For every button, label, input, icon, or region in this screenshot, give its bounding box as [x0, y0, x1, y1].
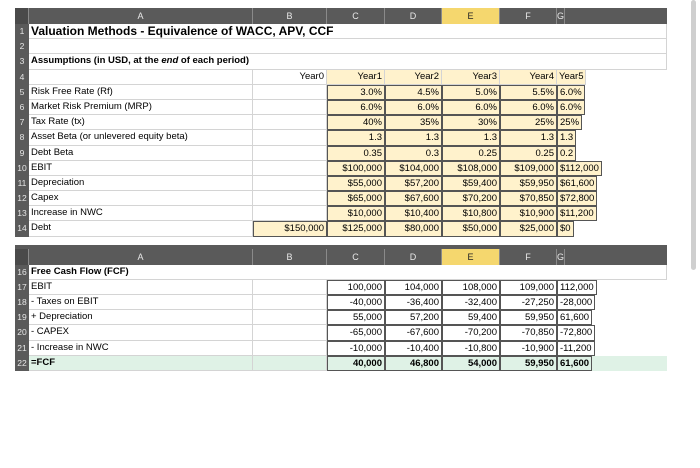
value-cell[interactable]: 40,000 [327, 356, 385, 371]
value-cell[interactable]: $11,200 [557, 206, 597, 221]
value-cell[interactable]: 25% [500, 115, 557, 130]
fcf-row [15, 295, 667, 310]
value-cell[interactable]: 6.0% [557, 85, 585, 100]
assumption-row [15, 161, 667, 176]
value-cell[interactable]: $50,000 [442, 221, 500, 236]
value-cell[interactable]: -10,900 [500, 341, 557, 356]
year-header[interactable]: Year0 [253, 70, 327, 85]
assumptions-table [15, 85, 667, 237]
empty-cell[interactable] [253, 310, 327, 325]
value-cell[interactable]: 6.0% [327, 100, 385, 115]
value-cell[interactable]: -28,000 [557, 295, 595, 310]
assumptions-heading-text: Assumptions (in USD, at the [31, 55, 162, 67]
year-header[interactable]: Year3 [442, 70, 500, 85]
row-number[interactable]: 5 [15, 85, 29, 100]
value-cell[interactable]: $100,000 [327, 161, 385, 176]
row-number[interactable]: 8 [15, 130, 29, 145]
value-cell[interactable]: $59,950 [500, 176, 557, 191]
row-number[interactable]: 1 [15, 24, 29, 39]
row-number[interactable]: 18 [15, 295, 29, 310]
select-all-corner[interactable] [15, 249, 29, 265]
column-header-d[interactable]: D [385, 8, 442, 24]
fcf-heading[interactable]: Free Cash Flow (FCF) [29, 265, 667, 280]
column-header-c[interactable]: C [327, 249, 385, 265]
assumption-row [15, 115, 667, 130]
value-cell[interactable]: -72,800 [557, 325, 595, 340]
column-header-row [15, 8, 667, 24]
row-label[interactable]: Debt Beta [29, 146, 253, 161]
row-number[interactable]: 12 [15, 191, 29, 206]
column-header-b[interactable]: B [253, 8, 327, 24]
assumptions-heading[interactable] [29, 54, 667, 69]
value-cell-year0[interactable] [253, 100, 327, 115]
value-cell[interactable]: 0.2 [557, 146, 576, 161]
row-number[interactable]: 9 [15, 146, 29, 161]
select-all-corner[interactable] [15, 8, 29, 24]
column-header-g[interactable]: G [557, 249, 565, 265]
value-cell[interactable]: $70,200 [442, 191, 500, 206]
assumption-row [15, 191, 667, 206]
column-header-c[interactable]: C [327, 8, 385, 24]
value-cell-year0[interactable] [253, 161, 327, 176]
year-header[interactable]: Year4 [500, 70, 557, 85]
value-cell-year0[interactable] [253, 130, 327, 145]
value-cell[interactable]: -36,400 [385, 295, 442, 310]
empty-cell[interactable] [253, 325, 327, 340]
value-cell[interactable]: 1.3 [385, 130, 442, 145]
value-cell[interactable]: -65,000 [327, 325, 385, 340]
value-cell[interactable]: 1.3 [327, 130, 385, 145]
row-label[interactable]: - CAPEX [29, 325, 253, 340]
value-cell[interactable]: $104,000 [385, 161, 442, 176]
year-header[interactable]: Year2 [385, 70, 442, 85]
value-cell[interactable]: 6.0% [442, 100, 500, 115]
empty-cell[interactable] [253, 295, 327, 310]
value-cell-year0[interactable] [253, 206, 327, 221]
row-number[interactable]: 7 [15, 115, 29, 130]
value-cell[interactable]: 112,000 [557, 280, 597, 295]
column-header-row [15, 249, 667, 265]
assumption-row [15, 176, 667, 191]
value-cell[interactable]: -67,600 [385, 325, 442, 340]
value-cell[interactable]: 57,200 [385, 310, 442, 325]
assumption-row [15, 221, 667, 236]
value-cell[interactable]: 40% [327, 115, 385, 130]
value-cell[interactable]: -32,400 [442, 295, 500, 310]
row-label[interactable]: Asset Beta (or unlevered equity beta) [29, 130, 253, 145]
assumption-row [15, 130, 667, 145]
fcf-table [15, 280, 667, 371]
column-header-e[interactable]: E [442, 249, 500, 265]
row-number[interactable]: 16 [15, 265, 29, 280]
year-header[interactable]: Year1 [327, 70, 385, 85]
value-cell[interactable]: -10,400 [385, 341, 442, 356]
assumption-row [15, 100, 667, 115]
row-number[interactable]: 2 [15, 39, 29, 54]
value-cell[interactable]: $25,000 [500, 221, 557, 236]
value-cell[interactable]: 54,000 [442, 356, 500, 371]
row-label[interactable]: EBIT [29, 161, 253, 176]
value-cell[interactable]: 61,600 [557, 310, 592, 325]
value-cell[interactable]: $112,000 [557, 161, 602, 176]
empty-cell[interactable] [253, 356, 327, 371]
fcf-row [15, 280, 667, 295]
value-cell[interactable]: -27,250 [500, 295, 557, 310]
value-cell[interactable]: $10,000 [327, 206, 385, 221]
value-cell[interactable]: 5.0% [442, 85, 500, 100]
row-number[interactable]: 19 [15, 310, 29, 325]
value-cell-year0[interactable] [253, 115, 327, 130]
empty-cell[interactable] [29, 70, 253, 85]
row-number[interactable]: 6 [15, 100, 29, 115]
value-cell[interactable]: $10,800 [442, 206, 500, 221]
row-number[interactable]: 13 [15, 206, 29, 221]
value-cell[interactable]: 61,600 [557, 356, 592, 371]
value-cell-year0[interactable] [253, 85, 327, 100]
column-header-f[interactable]: F [500, 249, 557, 265]
value-cell-year0[interactable] [253, 191, 327, 206]
year-header[interactable]: Year5 [557, 70, 586, 85]
value-cell[interactable]: 104,000 [385, 280, 442, 295]
assumption-row [15, 85, 667, 100]
value-cell[interactable]: 6.0% [500, 100, 557, 115]
value-cell[interactable]: $59,400 [442, 176, 500, 191]
value-cell[interactable]: -70,200 [442, 325, 500, 340]
value-cell[interactable]: 0.35 [327, 146, 385, 161]
empty-cell[interactable] [29, 39, 667, 54]
value-cell[interactable]: 25% [557, 115, 582, 130]
row-number[interactable]: 22 [15, 356, 29, 371]
value-cell[interactable]: $80,000 [385, 221, 442, 236]
value-cell[interactable]: 59,950 [500, 356, 557, 371]
value-cell[interactable]: -10,000 [327, 341, 385, 356]
row-label[interactable]: Risk Free Rate (Rf) [29, 85, 253, 100]
value-cell[interactable]: 109,000 [500, 280, 557, 295]
column-header-a[interactable]: A [29, 8, 253, 24]
row-number[interactable]: 21 [15, 341, 29, 356]
row-number[interactable]: 10 [15, 161, 29, 176]
column-header-b[interactable]: B [253, 249, 327, 265]
row-label[interactable]: - Increase in NWC [29, 341, 253, 356]
value-cell[interactable]: 4.5% [385, 85, 442, 100]
row-number[interactable]: 17 [15, 280, 29, 295]
value-cell[interactable]: 0.3 [385, 146, 442, 161]
value-cell[interactable]: 6.0% [557, 100, 585, 115]
value-cell[interactable]: $57,200 [385, 176, 442, 191]
value-cell[interactable]: 1.3 [500, 130, 557, 145]
value-cell[interactable]: $0 [557, 221, 574, 236]
column-header-g[interactable]: G [557, 8, 565, 24]
row-number[interactable]: 3 [15, 54, 29, 69]
empty-cell[interactable] [253, 341, 327, 356]
row-label[interactable]: Capex [29, 191, 253, 206]
row-label[interactable]: Increase in NWC [29, 206, 253, 221]
column-header-f[interactable]: F [500, 8, 557, 24]
value-cell-year0[interactable] [253, 146, 327, 161]
value-cell[interactable]: 6.0% [385, 100, 442, 115]
fcf-total-row [15, 356, 667, 371]
column-header-d[interactable]: D [385, 249, 442, 265]
row-number[interactable]: 11 [15, 176, 29, 191]
value-cell[interactable]: 0.25 [442, 146, 500, 161]
row-label[interactable]: - Taxes on EBIT [29, 295, 253, 310]
value-cell[interactable]: $61,600 [557, 176, 597, 191]
vertical-scrollbar[interactable] [691, 0, 696, 270]
value-cell[interactable]: 108,000 [442, 280, 500, 295]
row-label[interactable]: Debt [29, 221, 253, 236]
value-cell[interactable]: $109,000 [500, 161, 557, 176]
empty-cell[interactable] [253, 280, 327, 295]
value-cell[interactable]: $72,800 [557, 191, 597, 206]
fcf-row [15, 341, 667, 356]
value-cell[interactable]: $65,000 [327, 191, 385, 206]
assumption-row [15, 146, 667, 161]
value-cell[interactable]: $55,000 [327, 176, 385, 191]
value-cell[interactable]: 1.3 [557, 130, 576, 145]
row-label[interactable]: Market Risk Premium (MRP) [29, 100, 253, 115]
value-cell[interactable]: 100,000 [327, 280, 385, 295]
value-cell[interactable]: 0.25 [500, 146, 557, 161]
assumption-row [15, 206, 667, 221]
row-label[interactable]: EBIT [29, 280, 253, 295]
value-cell[interactable]: 1.3 [442, 130, 500, 145]
value-cell[interactable]: -70,850 [500, 325, 557, 340]
page-title[interactable]: Valuation Methods - Equivalence of WACC, APV, CCF [29, 24, 667, 39]
row-label[interactable]: =FCF [29, 356, 253, 371]
row-label[interactable]: + Depreciation [29, 310, 253, 325]
years-header-row [15, 70, 667, 85]
row-number[interactable]: 14 [15, 221, 29, 236]
assumptions-heading-emphasis: end [161, 55, 179, 67]
value-cell[interactable]: 3.0% [327, 85, 385, 100]
fcf-row [15, 310, 667, 325]
value-cell[interactable]: 55,000 [327, 310, 385, 325]
value-cell[interactable]: 35% [385, 115, 442, 130]
value-cell[interactable]: -10,800 [442, 341, 500, 356]
spreadsheet [15, 8, 667, 371]
column-header-e[interactable]: E [442, 8, 500, 24]
value-cell[interactable]: $108,000 [442, 161, 500, 176]
value-cell[interactable]: 59,400 [442, 310, 500, 325]
row-number[interactable]: 4 [15, 70, 29, 85]
row-label[interactable]: Tax Rate (tx) [29, 115, 253, 130]
value-cell[interactable]: $125,000 [327, 221, 385, 236]
row-number[interactable]: 20 [15, 325, 29, 340]
value-cell[interactable]: 30% [442, 115, 500, 130]
value-cell[interactable]: $67,600 [385, 191, 442, 206]
value-cell[interactable]: $70,850 [500, 191, 557, 206]
value-cell[interactable]: $10,400 [385, 206, 442, 221]
value-cell[interactable]: 46,800 [385, 356, 442, 371]
value-cell[interactable]: $10,900 [500, 206, 557, 221]
value-cell-year0[interactable]: $150,000 [253, 221, 327, 236]
value-cell[interactable]: -11,200 [557, 341, 595, 356]
column-header-a[interactable]: A [29, 249, 253, 265]
value-cell-year0[interactable] [253, 176, 327, 191]
value-cell[interactable]: 5.5% [500, 85, 557, 100]
fcf-row [15, 325, 667, 340]
value-cell[interactable]: 59,950 [500, 310, 557, 325]
row-label[interactable]: Depreciation [29, 176, 253, 191]
value-cell[interactable]: -40,000 [327, 295, 385, 310]
assumptions-heading-tail: of each period) [178, 55, 249, 67]
